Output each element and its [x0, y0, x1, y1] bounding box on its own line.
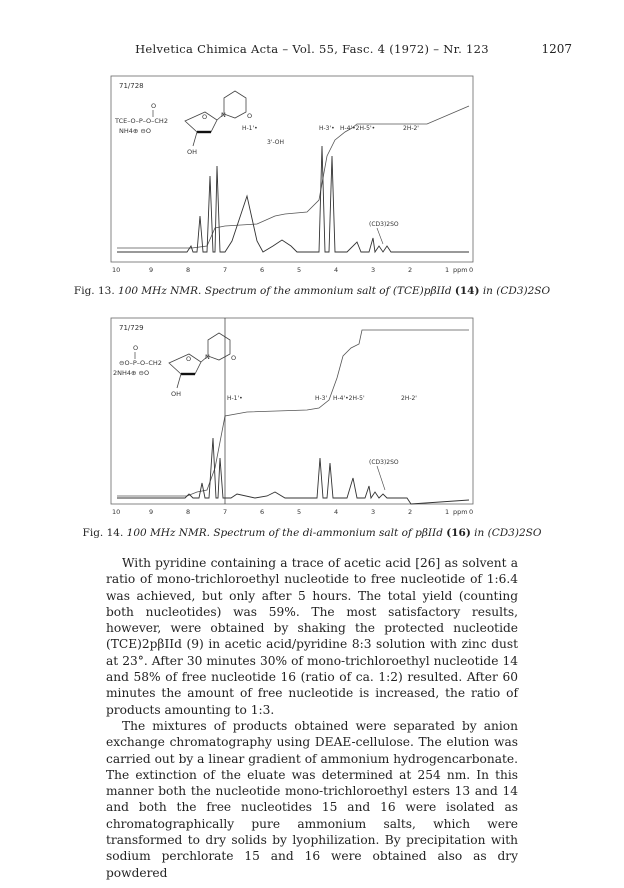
- axis-tick: ppm: [453, 266, 468, 274]
- peak-label: H-4'•2H-5': [333, 395, 365, 402]
- axis-tick: 8: [186, 508, 191, 516]
- chemical-structure: [113, 333, 236, 398]
- peak-label: (CD3)2SO: [369, 459, 399, 466]
- peak-label: 2H-2': [401, 395, 417, 402]
- page-number: 1207: [541, 42, 572, 56]
- base-oxo: O: [231, 354, 237, 362]
- base-oxo: O: [247, 112, 253, 120]
- spectrum-trace: [117, 438, 469, 504]
- ppm-axis: [112, 266, 473, 274]
- caption-solvent: in (CD3)2SO: [474, 527, 542, 539]
- axis-tick: 3: [371, 508, 376, 516]
- axis-tick: 3: [371, 266, 376, 274]
- caption-compound: (14): [454, 285, 480, 297]
- peak-label: H-3'•: [319, 125, 335, 132]
- counterion-label: 2NH4⊕ ⊖O: [113, 369, 150, 377]
- running-header: [0, 42, 624, 58]
- journal-line: Helvetica Chimica Acta – Vol. 55, Fasc. 4 (1972) – Nr. 123: [135, 42, 489, 56]
- axis-tick: 9: [149, 266, 154, 274]
- axis-tick: 2: [408, 266, 413, 274]
- figure-13-caption: [0, 285, 624, 297]
- nmr-spectrum-figure-13: [107, 66, 481, 280]
- phosphate-label: ⊖O–P–O–CH2: [119, 359, 162, 367]
- axis-tick: 6: [260, 508, 265, 516]
- body-text: [106, 555, 518, 881]
- sample-code: 71/729: [119, 324, 144, 332]
- sugar-ring-o: O: [202, 113, 208, 121]
- caption-text: 100 MHz NMR. Spectrum of the di-ammonium salt of pβIId: [126, 527, 443, 539]
- axis-tick: 1: [445, 508, 450, 516]
- integration-curve: [117, 330, 469, 496]
- chemical-structure: [114, 91, 252, 156]
- caption-text: 100 MHz NMR. Spectrum of the ammonium salt of (TCE)pβIId: [118, 285, 452, 297]
- peak-label: 2H-2': [403, 125, 419, 132]
- peak-label: 3'-OH: [267, 139, 285, 146]
- spectrum-trace: [117, 146, 469, 252]
- hydroxyl-label: OH: [187, 148, 198, 156]
- peak-label: H-1'•: [227, 395, 243, 402]
- base-n: N: [205, 353, 210, 361]
- axis-tick: 4: [334, 266, 339, 274]
- axis-tick: 6: [260, 266, 265, 274]
- axis-tick: 5: [297, 266, 302, 274]
- axis-tick: 7: [223, 508, 228, 516]
- phosphate-label: TCE–O–P–O–CH2: [115, 117, 168, 125]
- axis-tick: 1: [445, 266, 450, 274]
- oxo-label: O: [151, 102, 157, 110]
- axis-tick: 0: [469, 266, 474, 274]
- peak-label: H-3': [315, 395, 328, 402]
- figure-14-caption: [0, 527, 624, 539]
- hydroxyl-label: OH: [171, 390, 182, 398]
- oxo-label: O: [133, 344, 139, 352]
- peak-label: (CD3)2SO: [369, 221, 399, 228]
- peak-label: H-4'•2H-5'•: [340, 125, 376, 132]
- axis-tick: 5: [297, 508, 302, 516]
- peak-label: H-1'•: [242, 125, 258, 132]
- paragraph: The mixtures of products obtained were separated by anion exchange chromatography using DEAE-cellulose. The elution was carried out by a linear gradient of ammonium hydrogencarbonate. The extinction of the eluate was determined at 254 nm. In this manner both the nucleotide mono-trichloroethyl esters 13 and 14 and both the free nucleotides 15 and 16 were isolated as chromatographically pure ammonium salts, which were transformed to dry solids by lyophilization. By precipitation with sodium perchlorate 15 and 16 were obtained also as dry powdered: [106, 718, 518, 880]
- axis-tick: ppm: [453, 508, 468, 516]
- axis-tick: 4: [334, 508, 339, 516]
- caption-solvent: in (CD3)2SO: [482, 285, 551, 297]
- axis-tick: 10: [112, 508, 121, 516]
- axis-tick: 9: [149, 508, 154, 516]
- axis-tick: 10: [112, 266, 121, 274]
- sample-code: 71/728: [119, 82, 144, 90]
- caption-label: Fig. 14.: [82, 527, 124, 539]
- base-n: N: [221, 111, 226, 119]
- caption-compound: (16): [446, 527, 471, 539]
- axis-tick: 8: [186, 266, 191, 274]
- counterion-label: NH4⊕ ⊖O: [119, 127, 151, 135]
- ppm-axis: [112, 508, 473, 516]
- axis-tick: 7: [223, 266, 228, 274]
- spectrum-frame: [111, 318, 473, 504]
- spectrum-frame: [111, 76, 473, 262]
- paragraph: With pyridine containing a trace of acetic acid [26] as solvent a ratio of mono-trichloroethyl nucleotide to free nucleotide of 1:6.4 was achieved, but only after 5 hours. The total yield (counting both nucleotides) was 59%. The most satisfactory results, however, were obtained by shaking the protected nucleotide (TCE)2pβIId (9) in acetic acid/pyridine 8:3 solution with zinc dust at 23°. After 30 minutes 30% of mono-trichloroethyl nucleotide 14 and 58% of free nucleotide 16 (ratio of ca. 1:2) resulted. After 60 minutes the amount of free nucleotide is increased, the ratio of products amounting to 1:3.: [106, 556, 518, 717]
- axis-tick: 0: [469, 508, 474, 516]
- sugar-ring-o: O: [186, 355, 192, 363]
- axis-tick: 2: [408, 508, 413, 516]
- caption-label: Fig. 13.: [73, 285, 115, 297]
- nmr-spectrum-figure-14: [107, 308, 481, 522]
